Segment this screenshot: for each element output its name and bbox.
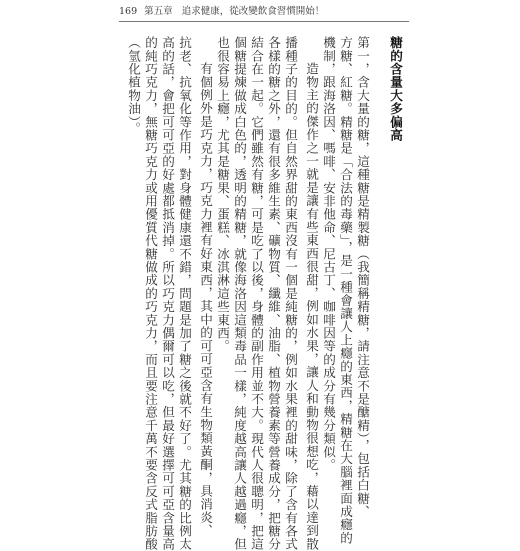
text-column: 機制，跟海洛因、嗎啡、安非他命、尼古丁、咖啡因等的成分有幾分類似。 bbox=[321, 36, 336, 472]
text-column: 也很容易上癮，尤其是糖果、蛋糕、冰淇淋這些東西。 bbox=[215, 36, 230, 353]
text-column: 造物主的傑作之一就是讓有些東西很甜，例如水果，讓人和動物很想吃，藉以達到散 bbox=[304, 62, 319, 551]
text-column: 高的話，會把可可亞的好處都抵消掉。所以巧克力偶爾可以吃，但最好選擇可可亞含量高 bbox=[160, 36, 175, 551]
running-header bbox=[119, 5, 324, 19]
chapter-title: 追求健康，從改變飲食習慣開始！ bbox=[181, 6, 325, 17]
text-column: 個糖提煉做成白色的，透明的精糖，就像海洛因這類毒品一樣，純度越高讓人越過癮，但 bbox=[232, 36, 247, 551]
text-column: 有個例外是巧克力，巧克力裡有好東西，其中的可可亞含有生物類黃酮，具消炎、 bbox=[198, 62, 213, 538]
page-number: 169 bbox=[119, 6, 138, 17]
section-heading: 糖的含量大多偏高 bbox=[388, 36, 403, 142]
text-column: 播種子的目的。但自然界甜的東西沒有一個是純糖的，例如水果裡的甜味，除了含有各式 bbox=[283, 36, 298, 551]
text-column: 抗老、抗氧化等作用，對身體健康還不錯，問題是加了糖之後就不好了。尤其糖的比例太 bbox=[177, 36, 192, 551]
text-column: （氫化植物油）。 bbox=[126, 36, 141, 136]
text-column: 的純巧克力，無糖巧克力或用優質代糖做成的巧克力，而且要注意千萬不要含反式脂肪酸 bbox=[143, 36, 158, 551]
text-column: 各樣的糖之外，還有很多維生素、礦物質、纖維、油脂、植物營養素等營養成分，把糖分 bbox=[266, 36, 281, 551]
text-column: 結合在一起。它們雖然有糖，可是吃了以後，身體的副作用並不大。現代人很聰明，把這 bbox=[249, 36, 264, 551]
text-column: 方糖、紅糖。精糖是「合法的毒藥」，是一種會讓人上癮的東西，精糖在大腦裡面成癮的 bbox=[338, 36, 353, 545]
header-divider bbox=[119, 21, 409, 22]
text-column: 第一，含大量的糖，這種糖是精製糖（我簡稱精糖，請注意不是醣精），包括白糖、 bbox=[355, 36, 370, 519]
chapter-label: 第五章 bbox=[144, 6, 173, 17]
vertical-text-body bbox=[125, 36, 405, 551]
